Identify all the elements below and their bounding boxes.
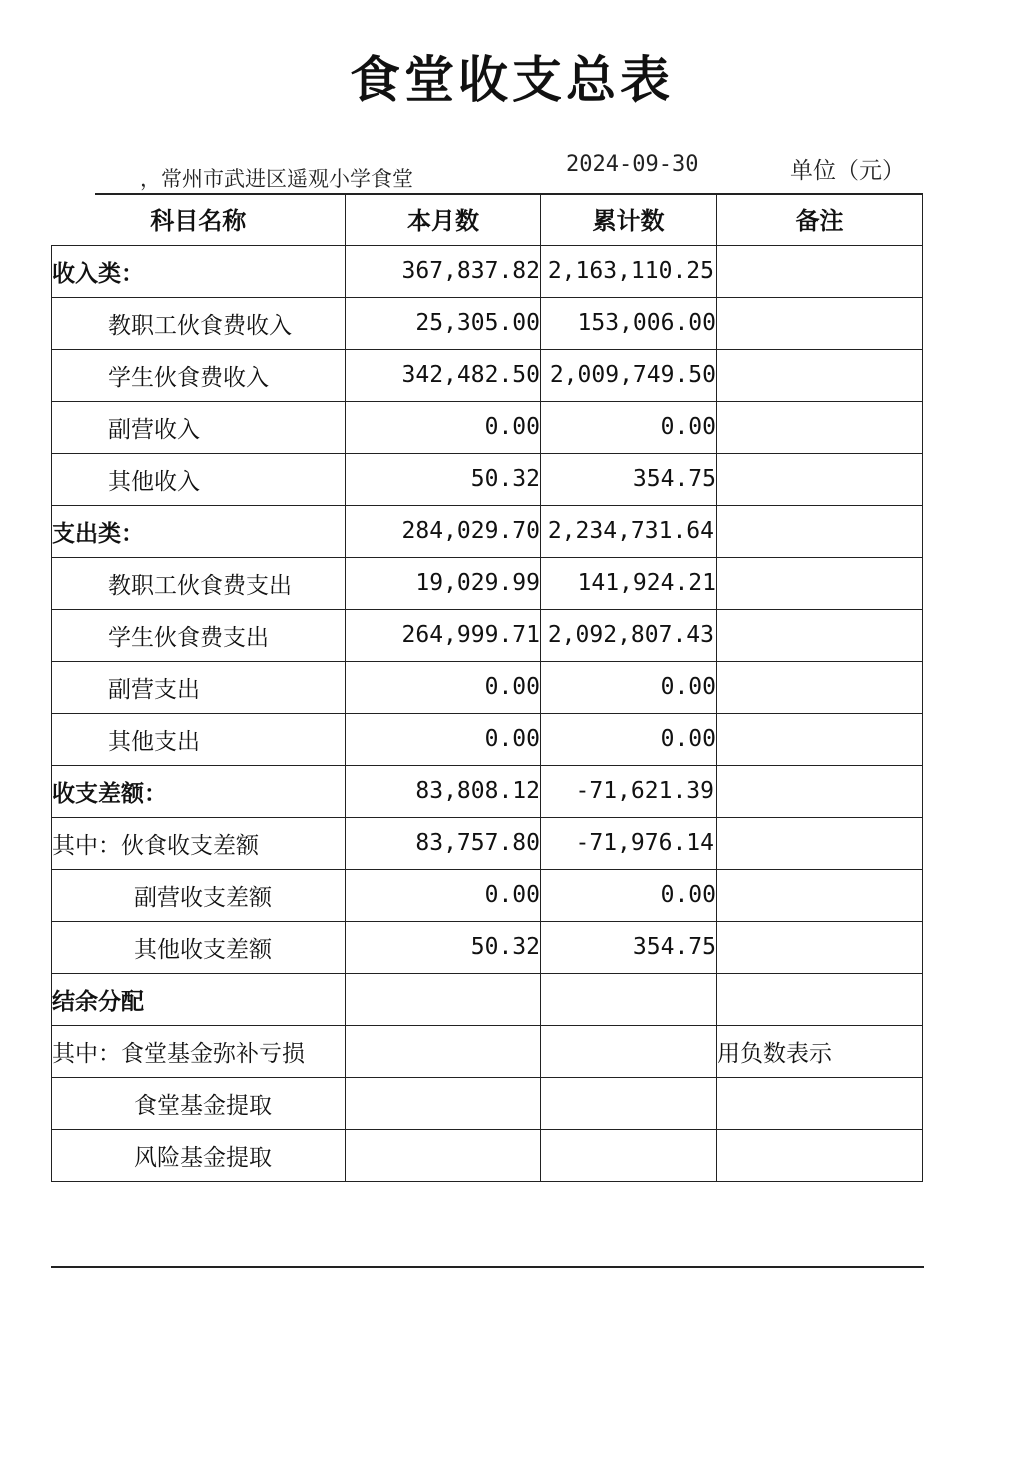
row-month-value: 0.00 — [346, 869, 541, 921]
row-subject: 副营收支差额 — [52, 869, 346, 921]
row-month-value: 50.32 — [346, 921, 541, 973]
table-row — [52, 869, 923, 921]
row-remark: 用负数表示 — [717, 1025, 923, 1077]
page-title: 食堂收支总表 — [350, 51, 674, 109]
row-cumulative-value: 2,163,110.25 — [541, 245, 717, 297]
row-cumulative-value: 0.00 — [541, 869, 717, 921]
table-row — [52, 765, 923, 817]
table-row — [52, 973, 923, 1025]
table-row — [52, 557, 923, 609]
income-expense-table — [51, 193, 923, 1182]
row-cumulative-value: 0.00 — [541, 713, 717, 765]
row-remark — [717, 1129, 923, 1181]
row-remark — [717, 245, 923, 297]
report-date: 2024-09-30 — [566, 152, 699, 177]
row-month-value — [346, 1025, 541, 1077]
row-cumulative-value — [541, 973, 717, 1025]
row-subject: 教职工伙食费收入 — [52, 297, 346, 349]
row-cumulative-value: -71,621.39 — [541, 765, 717, 817]
row-remark — [717, 713, 923, 765]
row-remark — [717, 349, 923, 401]
table-row — [52, 1025, 923, 1077]
column-header-cumulative: 累计数 — [541, 193, 717, 245]
row-remark — [717, 817, 923, 869]
row-subject: 收入类： — [52, 245, 346, 297]
row-month-value: 19,029.99 — [346, 557, 541, 609]
row-cumulative-value: -71,976.14 — [541, 817, 717, 869]
row-remark — [717, 921, 923, 973]
table-row — [52, 713, 923, 765]
row-subject: 风险基金提取 — [52, 1129, 346, 1181]
table-row — [52, 245, 923, 297]
row-cumulative-value: 0.00 — [541, 661, 717, 713]
row-month-value: 83,808.12 — [346, 765, 541, 817]
row-month-value — [346, 1129, 541, 1181]
row-remark — [717, 765, 923, 817]
row-subject: 其中：食堂基金弥补亏损 — [52, 1025, 346, 1077]
table-row — [52, 609, 923, 661]
row-subject: 其他收支差额 — [52, 921, 346, 973]
row-remark — [717, 869, 923, 921]
table-row — [52, 297, 923, 349]
table-header-row — [52, 193, 923, 245]
row-subject: 其中：伙食收支差额 — [52, 817, 346, 869]
row-cumulative-value: 2,009,749.50 — [541, 349, 717, 401]
row-month-value: 264,999.71 — [346, 609, 541, 661]
row-subject: 副营支出 — [52, 661, 346, 713]
row-remark — [717, 973, 923, 1025]
row-cumulative-value: 354.75 — [541, 453, 717, 505]
row-remark — [717, 297, 923, 349]
row-cumulative-value — [541, 1077, 717, 1129]
row-month-value: 284,029.70 — [346, 505, 541, 557]
column-header-month: 本月数 — [346, 193, 541, 245]
row-month-value: 83,757.80 — [346, 817, 541, 869]
row-cumulative-value — [541, 1129, 717, 1181]
table-row — [52, 349, 923, 401]
currency-unit: 单位（元） — [790, 158, 905, 184]
row-cumulative-value: 141,924.21 — [541, 557, 717, 609]
table-row — [52, 1077, 923, 1129]
row-subject: 学生伙食费收入 — [52, 349, 346, 401]
row-remark — [717, 661, 923, 713]
organization-name: ，常州市武进区遥观小学食堂 — [140, 167, 413, 191]
column-header-subject: 科目名称 — [52, 193, 346, 245]
row-remark — [717, 557, 923, 609]
row-month-value: 0.00 — [346, 661, 541, 713]
row-subject: 结余分配 — [52, 973, 346, 1025]
row-subject: 其他收入 — [52, 453, 346, 505]
row-cumulative-value: 354.75 — [541, 921, 717, 973]
row-remark — [717, 401, 923, 453]
bottom-rule — [51, 1266, 924, 1268]
row-cumulative-value: 2,092,807.43 — [541, 609, 717, 661]
row-cumulative-value: 0.00 — [541, 401, 717, 453]
row-subject: 收支差额： — [52, 765, 346, 817]
row-month-value: 0.00 — [346, 713, 541, 765]
row-month-value: 25,305.00 — [346, 297, 541, 349]
table-row — [52, 921, 923, 973]
row-remark — [717, 505, 923, 557]
table-row — [52, 1129, 923, 1181]
row-subject: 其他支出 — [52, 713, 346, 765]
row-subject: 教职工伙食费支出 — [52, 557, 346, 609]
row-cumulative-value — [541, 1025, 717, 1077]
table-row — [52, 505, 923, 557]
row-subject: 学生伙食费支出 — [52, 609, 346, 661]
row-subject: 食堂基金提取 — [52, 1077, 346, 1129]
row-cumulative-value: 2,234,731.64 — [541, 505, 717, 557]
row-remark — [717, 453, 923, 505]
column-header-remarks: 备注 — [717, 193, 923, 245]
row-month-value: 50.32 — [346, 453, 541, 505]
table-row — [52, 817, 923, 869]
row-month-value: 367,837.82 — [346, 245, 541, 297]
row-remark — [717, 609, 923, 661]
row-subject: 支出类： — [52, 505, 346, 557]
table-row — [52, 661, 923, 713]
table-row — [52, 401, 923, 453]
row-subject: 副营收入 — [52, 401, 346, 453]
row-month-value — [346, 973, 541, 1025]
row-remark — [717, 1077, 923, 1129]
row-month-value: 342,482.50 — [346, 349, 541, 401]
row-month-value — [346, 1077, 541, 1129]
table-row — [52, 453, 923, 505]
row-cumulative-value: 153,006.00 — [541, 297, 717, 349]
row-month-value: 0.00 — [346, 401, 541, 453]
